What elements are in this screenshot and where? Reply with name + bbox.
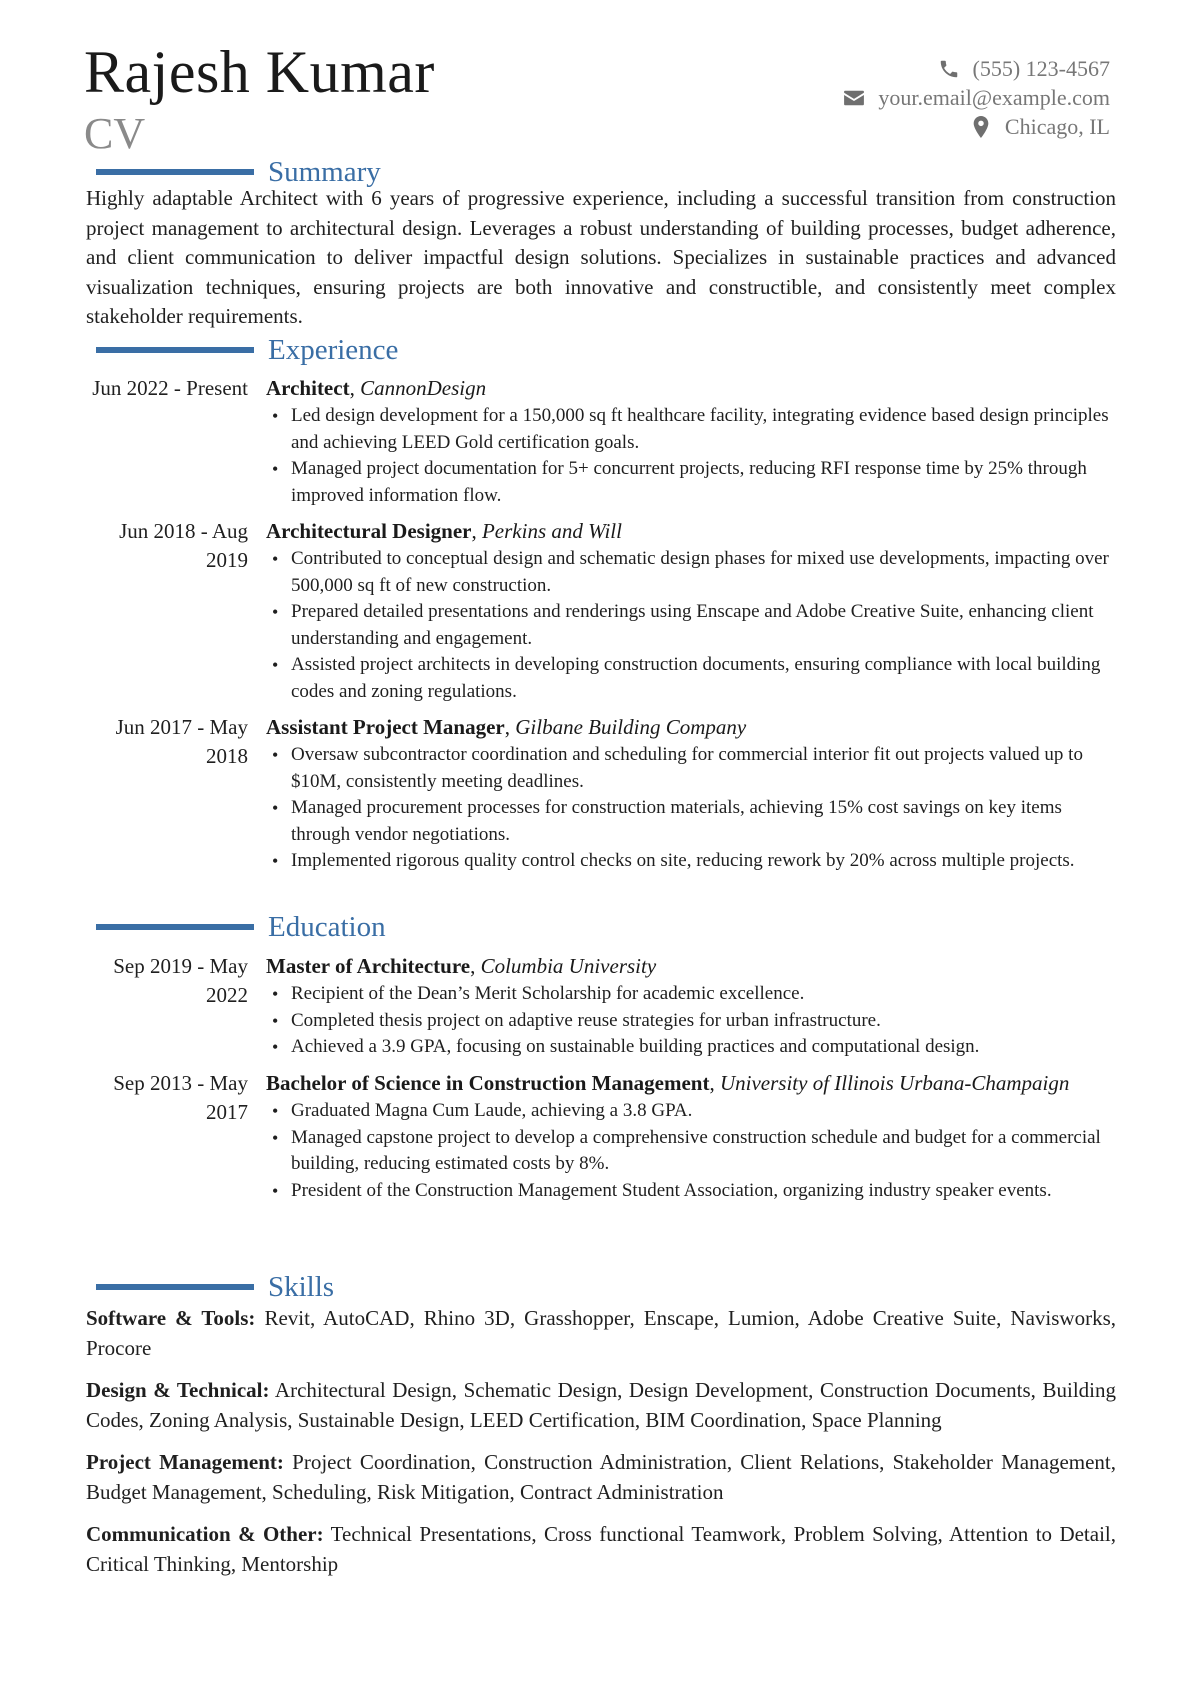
list-item: • Prepared detailed presentations and renderings using Enscape and Adobe Creative Suite, enhancing client understanding and engagement.	[266, 599, 1116, 652]
list-item: • Implemented rigorous quality control checks on site, reducing rework by 20% across multiple projects.	[266, 848, 1116, 875]
list-item: • Oversaw subcontractor coordination and scheduling for commercial interior fit out projects valued up to $10M, consistently meeting deadlines.	[266, 742, 1116, 795]
section-rule	[96, 1284, 254, 1290]
skill-items: Architectural Design, Schematic Design, Design Development, Construction Documents, Building Codes, Zoning Analysis, Sustainable Design, LEED Certification, BIM Coordination, Space Planning	[86, 1378, 1116, 1432]
section-title: Experience	[268, 333, 399, 366]
entry-role: Assistant Project Manager	[266, 715, 505, 739]
document-subtitle: CV	[84, 109, 146, 158]
location-text: Chicago, IL	[1004, 113, 1110, 139]
entry-date: Jun 2022 - Present	[92, 376, 248, 400]
skill-row	[86, 1376, 1116, 1435]
skill-items: Technical Presentations, Cross functional Teamwork, Problem Solving, Attention to Detail, Critical Thinking, Mentorship	[86, 1522, 1117, 1576]
entry-bullets	[266, 981, 1116, 1061]
skills-list	[86, 1304, 1116, 1592]
summary-paragraph: Highly adaptable Architect with 6 years of progressive experience, including a successful transition from construction project management to architectural design. Leverages a robust understanding of building processes, budget adherence, and client communication to deliver impactful design solutions. Specializes in sustainable practices and advanced visualization techniques, ensuring projects are both innovative and constructible, and consistently meet complex stakeholder requirements.	[86, 186, 1116, 328]
map-marker-icon	[969, 116, 993, 138]
entry-date: Jun 2017 - May 2018	[115, 715, 248, 768]
section-heading-education	[96, 911, 386, 943]
entry-role: Architect	[266, 376, 350, 400]
entry-bullets	[266, 546, 1116, 705]
entry-title-line: Bachelor of Science in Construction Management, University of Illinois Urbana-Champaign	[266, 1071, 1070, 1095]
list-item: • Graduated Magna Cum Laude, achieving a 3.8 GPA.	[266, 1098, 1116, 1125]
entry-role: Architectural Designer	[266, 519, 472, 543]
section-heading-experience	[96, 334, 398, 366]
entry-date: Jun 2018 - Aug 2019	[119, 519, 248, 572]
entry-organization: Gilbane Building Company	[515, 715, 747, 739]
skill-category: Software & Tools:	[86, 1306, 256, 1330]
entry-body	[266, 1069, 1116, 1204]
list-item: • Led design development for a 150,000 sq ft healthcare facility, integrating evidence based design principles and achieving LEED Gold certification goals.	[266, 403, 1116, 456]
section-heading-skills	[96, 1271, 334, 1303]
list-item: • Managed project documentation for 5+ concurrent projects, reducing RFI response time by 25% through improved information flow.	[266, 456, 1116, 509]
section-rule	[96, 169, 254, 175]
section-title: Summary	[268, 155, 381, 188]
list-item: • Assisted project architects in developing construction documents, ensuring compliance with local building codes and zoning regulations.	[266, 652, 1116, 705]
entry-title-line: Architect, CannonDesign	[266, 376, 487, 400]
list-item: • Recipient of the Dean’s Merit Scholarship for academic excellence.	[266, 981, 1116, 1008]
entry-body	[266, 517, 1116, 705]
contact-location	[690, 112, 1110, 141]
entry-degree: Bachelor of Science in Construction Management	[266, 1071, 710, 1095]
envelope-icon	[842, 89, 866, 107]
skill-row	[86, 1448, 1116, 1507]
entry-title-line: Master of Architecture, Columbia University	[266, 954, 657, 978]
phone-icon	[937, 58, 961, 80]
list-item: • President of the Construction Management Student Association, organizing industry speaker events.	[266, 1178, 1116, 1205]
entry-institution: Columbia University	[480, 954, 657, 978]
entry-bullets	[266, 742, 1116, 875]
skill-items: Revit, AutoCAD, Rhino 3D, Grasshopper, Enscape, Lumion, Adobe Creative Suite, Navisworks, Procore	[86, 1306, 1116, 1360]
skill-category: Project Management:	[86, 1450, 284, 1474]
list-item: • Completed thesis project on adaptive reuse strategies for urban infrastructure.	[266, 1008, 1116, 1035]
entry-bullets	[266, 1098, 1116, 1204]
entry-body	[266, 374, 1116, 509]
entry-body	[266, 713, 1116, 875]
contact-email[interactable]	[690, 83, 1110, 112]
skill-items: Project Coordination, Construction Administration, Client Relations, Stakeholder Management, Budget Management, Scheduling, Risk Mitigation, Contract Administration	[86, 1450, 1117, 1504]
list-item: • Managed capstone project to develop a comprehensive construction schedule and budget for a commercial building, reducing estimated costs by 8%.	[266, 1125, 1116, 1178]
entry-title-line: Architectural Designer, Perkins and Will	[266, 519, 622, 543]
entry-organization: Perkins and Will	[481, 519, 622, 543]
entry-organization: CannonDesign	[360, 376, 487, 400]
entry-date: Sep 2013 - May 2017	[113, 1071, 248, 1124]
list-item: • Achieved a 3.9 GPA, focusing on sustainable building practices and computational design.	[266, 1034, 1116, 1061]
entry-title-line: Assistant Project Manager, Gilbane Building Company	[266, 715, 747, 739]
contact-block	[690, 54, 1110, 141]
skill-category: Communication & Other:	[86, 1522, 324, 1546]
skill-row	[86, 1304, 1116, 1363]
contact-phone	[690, 54, 1110, 83]
phone-text: (555) 123-4567	[972, 55, 1110, 81]
skill-category: Design & Technical:	[86, 1378, 270, 1402]
section-title: Skills	[268, 1270, 335, 1303]
entry-bullets	[266, 403, 1116, 509]
entry-institution: University of Illinois Urbana-Champaign	[719, 1071, 1070, 1095]
entry-degree: Master of Architecture	[266, 954, 471, 978]
skill-row	[86, 1520, 1116, 1579]
list-item: • Contributed to conceptual design and schematic design phases for mixed use developments, impacting over 500,000 sq ft of new construction.	[266, 546, 1116, 599]
entry-body	[266, 952, 1116, 1061]
section-rule	[96, 924, 254, 930]
section-rule	[96, 347, 254, 353]
email-link[interactable]: your.email@example.com	[878, 84, 1110, 110]
candidate-name: Rajesh Kumar	[84, 39, 435, 105]
section-title: Education	[268, 910, 386, 943]
entry-date: Sep 2019 - May 2022	[113, 954, 248, 1007]
list-item: • Managed procurement processes for construction materials, achieving 15% cost savings on key items through vendor negotiations.	[266, 795, 1116, 848]
